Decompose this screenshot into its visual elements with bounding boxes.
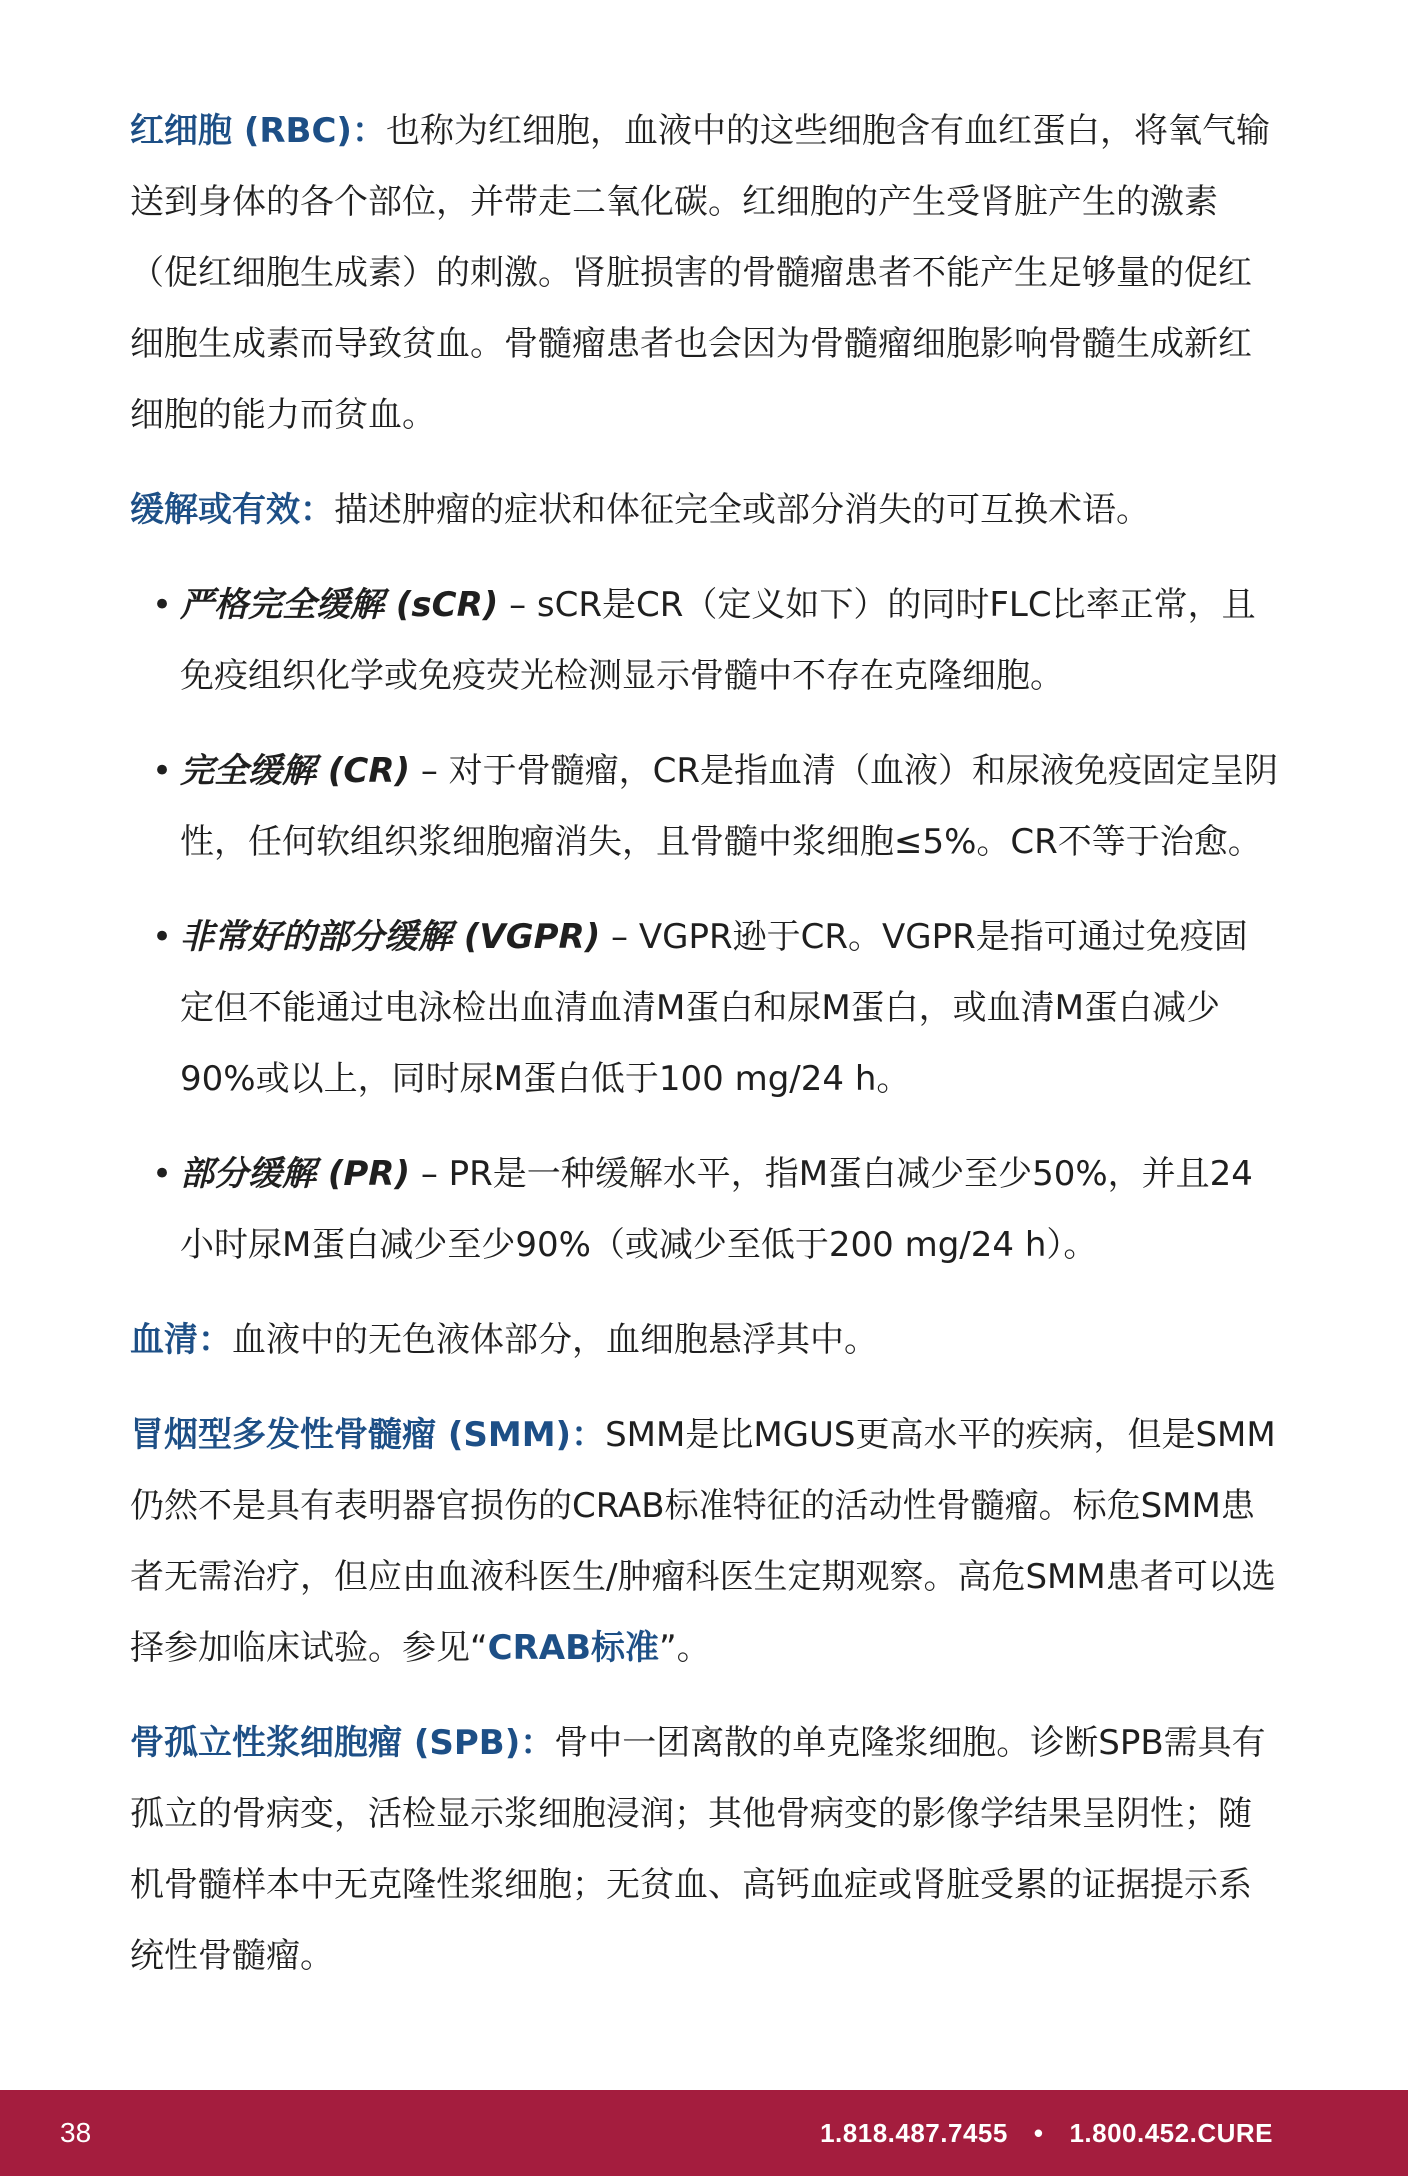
- crab-criteria-link[interactable]: CRAB标准: [487, 1628, 659, 1668]
- glossary-term: 骨孤立性浆细胞瘤 (SPB)：: [130, 1723, 555, 1763]
- glossary-definition: SMM是比MGUS更高水平的疾病，但是SMM仍然不是具有表明器官损伤的CRAB标准特征的活动性骨髓瘤。标危SMM患者无需治疗，但应由血液科医生/肿瘤科医生定期观察。高危SMM患者可以选择参加临床试验。参见“: [130, 1415, 1276, 1668]
- glossary-entry-remission: [130, 475, 1280, 546]
- glossary-definition-end: ”。: [659, 1628, 711, 1668]
- footer-bar: [0, 2090, 1408, 2176]
- sub-term: 非常好的部分缓解 (VGPR): [180, 917, 601, 957]
- phone-number-1: 1.818.487.7455: [820, 2118, 1008, 2148]
- glossary-definition: 骨中一团离散的单克隆浆细胞。诊断SPB需具有孤立的骨病变，活检显示浆细胞浸润；其他骨病变的影像学结果呈阴性；随机骨髓样本中无克隆性浆细胞；无贫血、高钙血症或肾脏受累的证据提示系统性骨髓瘤。: [130, 1723, 1266, 1976]
- bullet-icon: •: [152, 751, 173, 791]
- list-item: [152, 570, 1280, 712]
- glossary-term: 缓解或有效：: [130, 490, 334, 530]
- sub-definition: – sCR是CR（定义如下）的同时FLC比率正常，且免疫组织化学或免疫荧光检测显示骨髓中不存在克隆细胞。: [180, 585, 1256, 696]
- sub-definition: – VGPR逊于CR。VGPR是指可通过免疫固定但不能通过电泳检出血清血清M蛋白和尿M蛋白，或血清M蛋白减少90%或以上，同时尿M蛋白低于100 mg/24 h。: [180, 917, 1248, 1099]
- glossary-entry-smm: [130, 1400, 1280, 1684]
- page-number: 38: [60, 2117, 92, 2148]
- glossary-definition: 描述肿瘤的症状和体征完全或部分消失的可互换术语。: [334, 490, 1150, 530]
- glossary-definition: 也称为红细胞，血液中的这些细胞含有血红蛋白，将氧气输送到身体的各个部位，并带走二氧化碳。红细胞的产生受肾脏产生的激素（促红细胞生成素）的刺激。肾脏损害的骨髓瘤患者不能产生足够量的促红细胞生成素而导致贫血。骨髓瘤患者也会因为骨髓瘤细胞影响骨髓生成新红细胞的能力而贫血。: [130, 111, 1270, 435]
- glossary-entry-serum: [130, 1305, 1280, 1376]
- bullet-icon: •: [152, 585, 173, 625]
- glossary-term: 冒烟型多发性骨髓瘤 (SMM)：: [130, 1415, 606, 1455]
- sub-definition: – PR是一种缓解水平，指M蛋白减少至少50%，并且24小时尿M蛋白减少至少90%（或减少至低于200 mg/24 h）。: [180, 1154, 1253, 1265]
- glossary-definition: 血液中的无色液体部分，血细胞悬浮其中。: [232, 1320, 878, 1360]
- list-item: [152, 902, 1280, 1115]
- glossary-term: 红细胞 (RBC)：: [130, 111, 386, 151]
- phone-number-2: 1.800.452.CURE: [1069, 2118, 1273, 2148]
- list-item: [152, 1139, 1280, 1281]
- sub-term: 部分缓解 (PR): [180, 1154, 411, 1194]
- sub-term: 完全缓解 (CR): [180, 751, 411, 791]
- sub-definition: – 对于骨髓瘤，CR是指血清（血液）和尿液免疫固定呈阴性，任何软组织浆细胞瘤消失，且骨髓中浆细胞≤5%。CR不等于治愈。: [180, 751, 1279, 862]
- glossary-entry-spb: [130, 1708, 1280, 1992]
- glossary-term: 血清：: [130, 1320, 232, 1360]
- bullet-icon: •: [152, 917, 173, 957]
- glossary-entry-rbc: [130, 96, 1280, 451]
- sub-term: 严格完全缓解 (sCR): [180, 585, 499, 625]
- footer-phones: [820, 2090, 1273, 2176]
- bullet-icon: •: [152, 1154, 173, 1194]
- glossary-content: [130, 96, 1280, 2016]
- list-item: [152, 736, 1280, 878]
- separator-dot: •: [1033, 2118, 1044, 2148]
